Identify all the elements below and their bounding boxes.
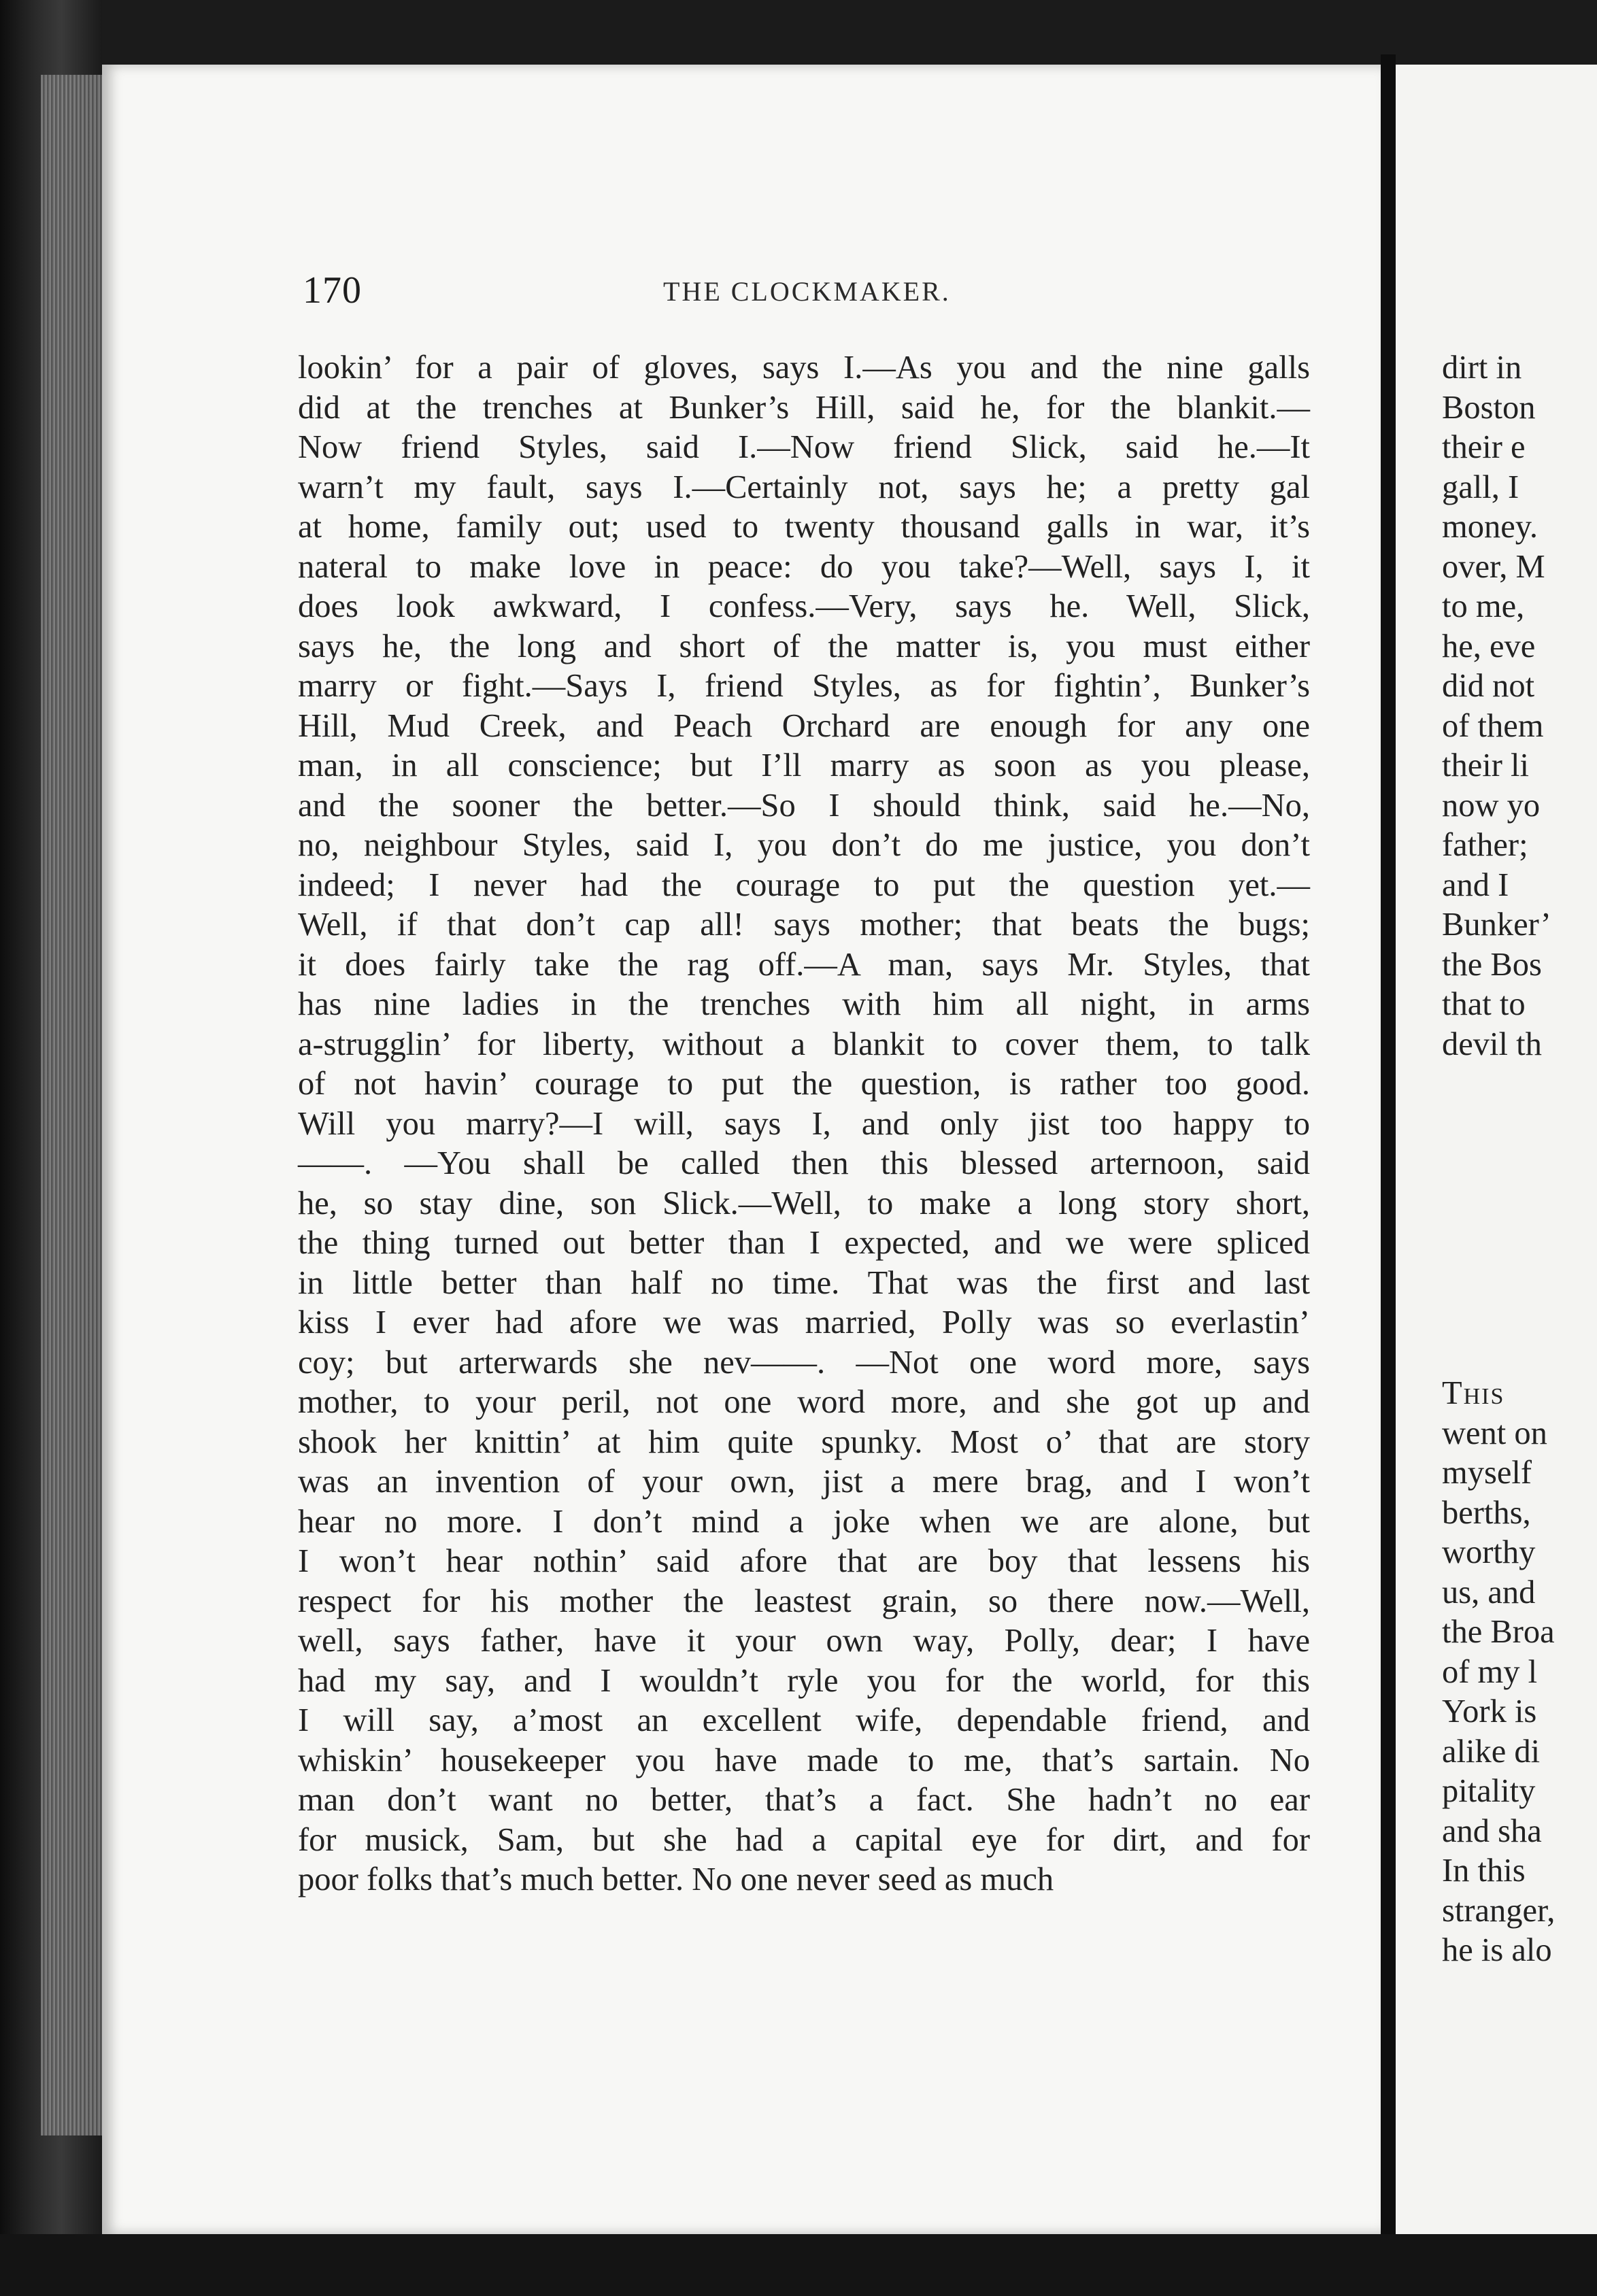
text-line: and I — [1442, 866, 1509, 903]
text-line: of my l — [1442, 1653, 1538, 1690]
text-line: hear no more. I don’t mind a joke when we are alone, but — [298, 1503, 1310, 1540]
page-edges — [41, 75, 105, 2135]
text-line: respect for his mother the leastest grain, so there now.—Well, — [298, 1583, 1310, 1619]
text-line: money. — [1442, 509, 1538, 545]
text-line: a-strugglin’ for liberty, without a blankit to cover them, to talk — [298, 1026, 1310, 1062]
text-line: and sha — [1442, 1812, 1542, 1849]
text-line: did not — [1442, 668, 1535, 704]
page-header — [303, 269, 1316, 316]
text-line: went on — [1442, 1415, 1547, 1451]
text-line: whiskin’ housekeeper you have made to me, that’s sartain. No — [298, 1742, 1310, 1778]
text-line: I won’t hear nothin’ said afore that are boy that lessens his — [298, 1543, 1310, 1579]
text-line: poor folks that’s much better. No one never seed as much — [298, 1861, 1054, 1897]
text-line: alike di — [1442, 1733, 1541, 1770]
text-line: devil th — [1442, 1026, 1542, 1062]
text-line: over, M — [1442, 548, 1545, 585]
text-line: at home, family out; used to twenty thousand galls in war, it’s — [298, 509, 1310, 545]
left-page-text — [298, 348, 1310, 1900]
text-line: well, says father, have it your own way, Polly, dear; I have — [298, 1623, 1310, 1659]
text-line: in little better than half no time. That was the first and last — [298, 1264, 1310, 1301]
text-line: Boston — [1442, 389, 1536, 426]
text-line: their li — [1442, 747, 1529, 783]
text-line: says he, the long and short of the matter is, you must either — [298, 628, 1310, 664]
text-line: has nine ladies in the trenches with him all night, in arms — [298, 986, 1310, 1022]
text-line: the Broa — [1442, 1614, 1555, 1650]
text-line: Will you marry?—I will, says I, and only jist too happy to — [298, 1105, 1310, 1142]
book-gutter — [1381, 54, 1396, 2265]
scan-bottom-border — [0, 2234, 1597, 2296]
text-line: stranger, — [1442, 1892, 1556, 1929]
text-line: for musick, Sam, but she had a capital eye for dirt, and for — [298, 1821, 1310, 1858]
text-line: the thing turned out better than I expected, and we were spliced — [298, 1225, 1310, 1261]
text-line: did at the trenches at Bunker’s Hill, said he, for the blankit.— — [298, 389, 1310, 426]
text-line: their e — [1442, 429, 1526, 465]
text-line: he, so stay dine, son Slick.—Well, to make a long story short, — [298, 1185, 1310, 1221]
text-line: no, neighbour Styles, said I, you don’t do me justice, you don’t — [298, 827, 1310, 863]
text-line: myself — [1442, 1455, 1532, 1491]
text-line: Well, if that don’t cap all! says mother; that beats the bugs; — [298, 907, 1310, 943]
text-line: berths, — [1442, 1494, 1531, 1531]
text-line: does look awkward, I confess.—Very, says he. Well, Slick, — [298, 588, 1310, 624]
text-line: it does fairly take the rag off.—A man, says Mr. Styles, that — [298, 946, 1310, 983]
text-line: Bunker’ — [1442, 907, 1551, 943]
text-line: York is — [1442, 1693, 1537, 1729]
text-line: that to — [1442, 986, 1526, 1022]
text-line: kiss I ever had afore we was married, Polly was so everlastin’ — [298, 1304, 1310, 1340]
text-line: warn’t my fault, says I.—Certainly not, says he; a pretty gal — [298, 469, 1310, 505]
text-line: ——. —You shall be called then this blessed arternoon, said — [298, 1145, 1310, 1181]
text-line: he, eve — [1442, 628, 1536, 664]
right-page-text-bottom — [1442, 1374, 1597, 1971]
text-line: man, in all conscience; but I’ll marry as soon as you please, — [298, 747, 1310, 783]
text-line: he is alo — [1442, 1932, 1552, 1968]
text-line: marry or fight.—Says I, friend Styles, as for fightin’, Bunker’s — [298, 668, 1310, 704]
text-line: lookin’ for a pair of gloves, says I.—As you and the nine galls — [298, 350, 1310, 386]
text-line: In this — [1442, 1853, 1526, 1889]
text-line: us, and — [1442, 1574, 1536, 1610]
page-number: 170 — [303, 269, 362, 311]
text-line: man don’t want no better, that’s a fact. She hadn’t no ear — [298, 1782, 1310, 1818]
text-line: shook her knittin’ at him quite spunky. Most o’ that are story — [298, 1423, 1310, 1460]
text-line: gall, I — [1442, 469, 1519, 505]
text-line: to me, — [1442, 588, 1525, 624]
text-line: of not havin’ courage to put the question, is rather too good. — [298, 1066, 1310, 1102]
text-line: mother, to your peril, not one word more, and she got up and — [298, 1384, 1310, 1420]
text-line: Hill, Mud Creek, and Peach Orchard are enough for any one — [298, 707, 1310, 744]
right-page-text-top — [1442, 348, 1597, 1064]
text-line: worthy — [1442, 1534, 1536, 1570]
text-line: father; — [1442, 827, 1528, 863]
text-line: pitality — [1442, 1773, 1536, 1809]
text-line: coy; but arterwards she nev——. —Not one word more, says — [298, 1344, 1310, 1381]
text-line: Now friend Styles, said I.—Now friend Slick, said he.—It — [298, 429, 1310, 465]
text-line: dirt in — [1442, 350, 1522, 386]
text-line: of them — [1442, 707, 1544, 744]
text-line: was an invention of your own, jist a mere brag, and I won’t — [298, 1464, 1310, 1500]
text-line: had my say, and I wouldn’t ryle you for the world, for this — [298, 1662, 1310, 1699]
text-line: the Bos — [1442, 946, 1542, 983]
text-line: and the sooner the better.—So I should think, said he.—No, — [298, 787, 1310, 824]
text-line: This — [1442, 1375, 1505, 1411]
text-line: I will say, a’most an excellent wife, dependable friend, and — [298, 1702, 1310, 1738]
running-head: THE CLOCKMAKER. — [663, 276, 951, 307]
text-line: indeed; I never had the courage to put the question yet.— — [298, 866, 1310, 903]
text-line: nateral to make love in peace: do you take?—Well, says I, it — [298, 548, 1310, 585]
text-line: now yo — [1442, 787, 1541, 824]
